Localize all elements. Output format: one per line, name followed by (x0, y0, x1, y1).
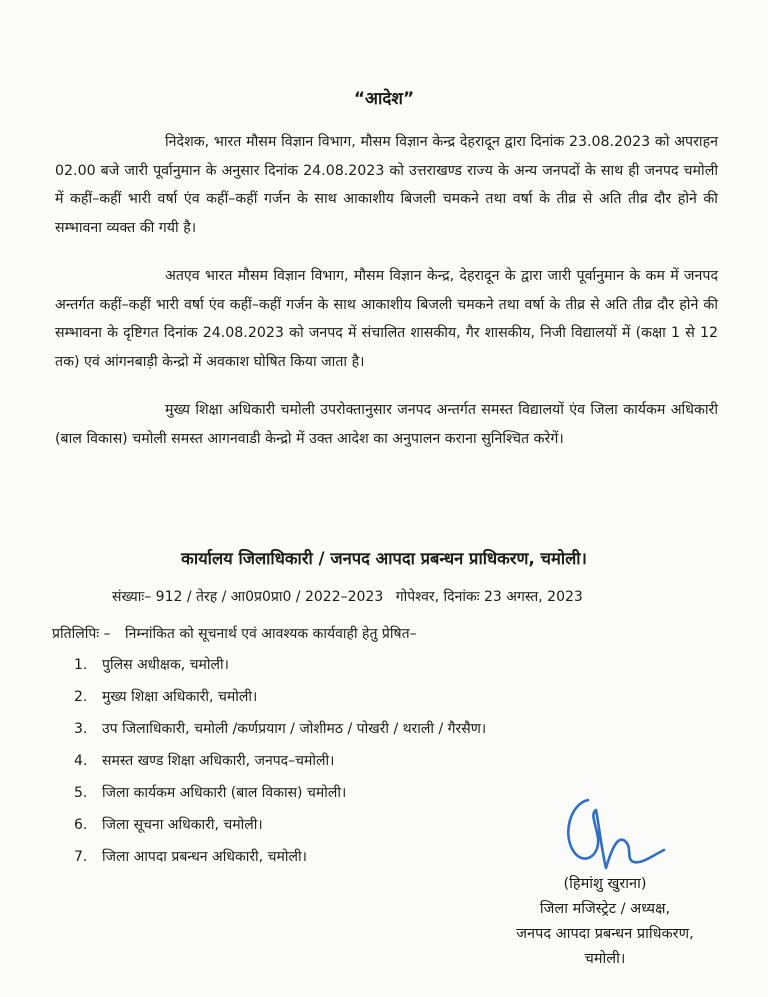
list-item-number: 5. (74, 785, 88, 801)
place-date: गोपेश्वर, दिनांकः 23 अगस्त, 2023 (395, 589, 583, 605)
copy-to-label: प्रतिलिपिः – (52, 626, 111, 642)
order-paragraph-1: निदेशक, भारत मौसम विज्ञान विभाग, मौसम विज्ञान केन्द्र देहरादून द्वारा दिनांक 23.08.2023 को अपराहन 02.00 बजे जारी पूर्वानुमान के अनुसार दिनांक 24.08.2023 को उत्तराखण्ड राज्य के अन्य जनपदों के साथ ही जनपद चमोली में कहीं–कहीं भारी वर्षा एंव कहीं–कहीं गर्जन के साथ आकाशीय बिजली चमकने तथा वर्षा के तीव्र से अति तीव्र दौर होने की सम्भावना व्यक्त की गयी है। (55, 134, 718, 236)
list-item-text: समस्त खण्ड शिक्षा अधिकारी, जनपद–चमोली। (102, 753, 335, 769)
list-item (74, 651, 486, 683)
list-item-number: 3. (74, 721, 88, 737)
list-item-text: जिला आपदा प्रबन्धन अधिकारी, चमोली। (102, 849, 307, 865)
list-item (74, 747, 486, 779)
list-item-text: उप जिलाधिकारी, चमोली /कर्णप्रयाग / जोशीमठ / पोखरी / थराली / गैरसैण। (102, 721, 487, 737)
list-item (74, 811, 486, 843)
list-item-number: 1. (74, 657, 88, 673)
list-item-number: 6. (74, 817, 88, 833)
reference-number: संख्याः– 912 / तेरह / आ0प्र0प्रा0 / 2022–2023 (112, 589, 384, 605)
order-paragraph-3: मुख्य शिक्षा अधिकारी चमोली उपरोक्तानुसार जनपद अन्तर्गत समस्त विद्यालयों एंव जिला कार्यकम अधिकारी (बाल विकास) चमोली समस्त आगनवाडी केन्द्रो में उक्त आदेश का अनुपालन कराना सुनिश्चित करेगें। (55, 402, 718, 447)
signature-image (560, 790, 670, 880)
signatory-name: (हिमांशु खुराना) (563, 876, 647, 892)
signatory-authority: जनपद आपदा प्रबन्धन प्राधिकरण, (516, 926, 694, 942)
list-item (74, 715, 486, 747)
copy-to-header (52, 624, 732, 643)
list-item (74, 843, 486, 875)
list-item-number: 7. (74, 849, 88, 865)
order-title: “आदेश” (353, 89, 415, 109)
list-item (74, 779, 486, 811)
copy-to-intro: निम्नांकित को सूचनार्थ एवं आवश्यक कार्यवाही हेतु प्रेषित– (125, 626, 417, 642)
list-item-text: जिला सूचना अधिकारी, चमोली। (102, 817, 263, 833)
reference-line (112, 587, 732, 606)
signatory-district: चमोली। (584, 951, 626, 967)
office-heading: कार्यालय जिलाधिकारी / जनपद आपदा प्रबन्धन प्राधिकरण, चमोली। (181, 549, 587, 568)
signatory-block (470, 872, 740, 972)
signatory-designation: जिला मजिस्ट्रेट / अध्यक्ष, (539, 901, 671, 917)
recipient-list (74, 651, 486, 875)
order-paragraph-2: अतएव भारत मौसम विज्ञान विभाग, मौसम विज्ञान केन्द्र, देहरादून के द्वारा जारी पूर्वानुमान के कम में जनपद अन्तर्गत कहीं–कहीं भारी वर्षा एंव कहीं–कहीं गर्जन के साथ आकाशीय बिजली चमकने तथा वर्षा के तीव्र से अति तीव्र दौर होने की सम्भावना के दृष्टिगत दिनांक 24.08.2023 को जनपद में संचालित शासकीय, गैर शासकीय, निजी विद्यालयों में (कक्षा 1 से 12 तक) एवं आंगनबाड़ी केन्द्रो में अवकाश घोषित किया जाता है। (55, 268, 718, 370)
list-item (74, 683, 486, 715)
list-item-text: जिला कार्यकम अधिकारी (बाल विकास) चमोली। (102, 785, 347, 801)
list-item-number: 4. (74, 753, 88, 769)
list-item-text: मुख्य शिक्षा अधिकारी, चमोली। (102, 689, 258, 705)
list-item-number: 2. (74, 689, 88, 705)
list-item-text: पुलिस अधीक्षक, चमोली। (102, 657, 229, 673)
